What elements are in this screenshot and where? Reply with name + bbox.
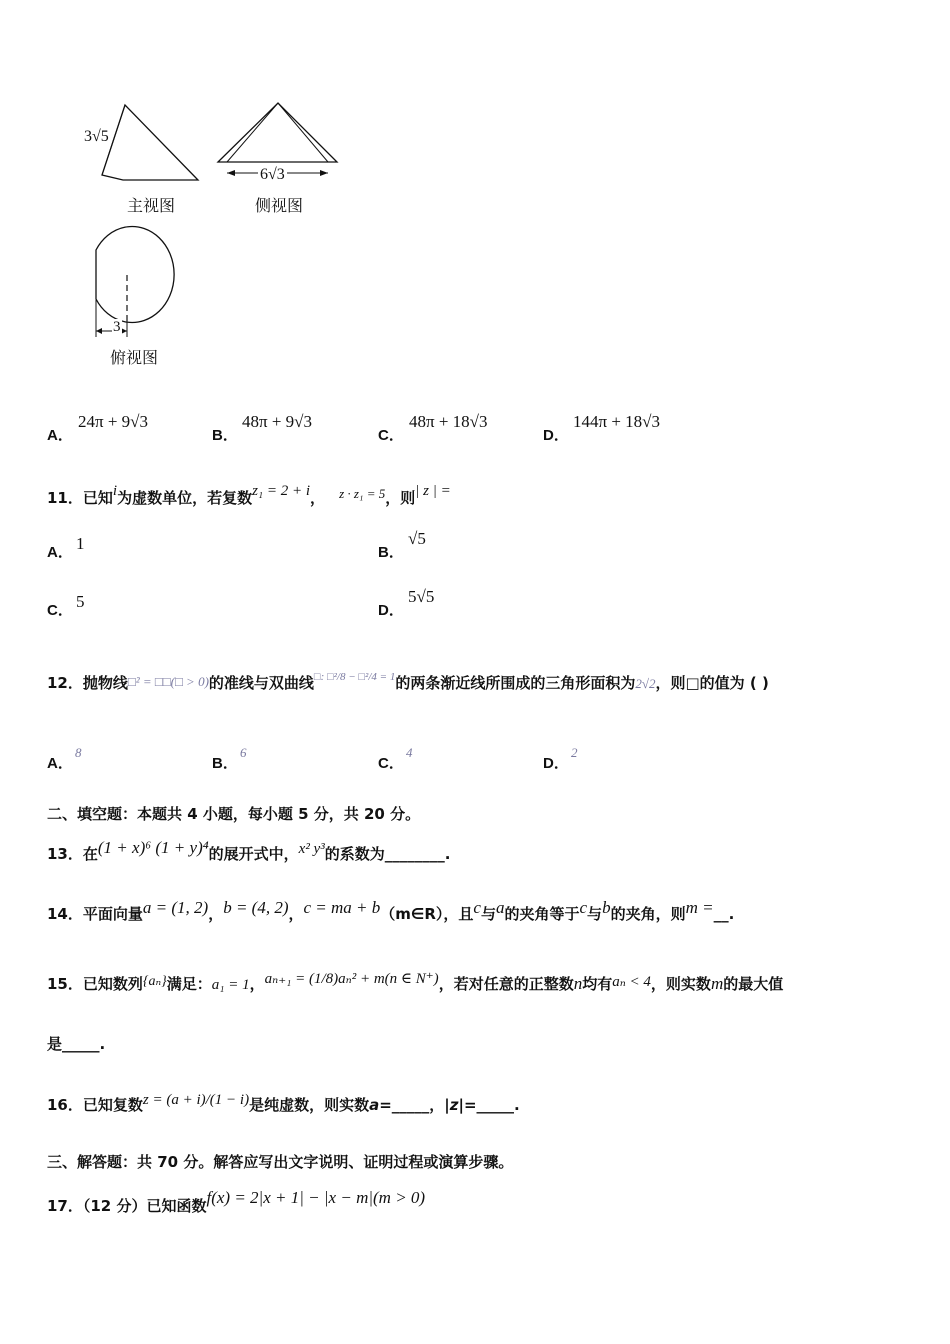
q14-text-9: __.	[713, 905, 735, 923]
q12-text-2: 的准线与双曲线	[208, 674, 314, 692]
q10-option-c[interactable]: C．	[378, 427, 404, 444]
q17-number: 17．	[47, 1197, 83, 1215]
q13-math-1: (1 + x)⁶ (1 + y)⁴	[97, 838, 209, 857]
q11-option-a[interactable]: A．	[47, 544, 73, 561]
q10-option-a-text: 24π + 9√3	[78, 412, 149, 431]
front-view-label: 主视图	[127, 196, 176, 215]
q10-option-d[interactable]: D．	[543, 427, 569, 444]
question-17	[47, 1188, 425, 1216]
q14-text-6: 的夹角等于	[504, 905, 580, 923]
q15-text-6: ，则实数	[650, 975, 711, 993]
q16-math-1: z = (a + i)/(1 − i)	[142, 1092, 250, 1108]
q14-math-2: b = (4, 2)	[223, 898, 289, 917]
q14-math-5: a	[495, 898, 505, 917]
q11-text-1: 已知	[82, 489, 113, 507]
q16-number: 16．	[47, 1096, 83, 1114]
q15-text-7: 的最大值	[723, 975, 784, 993]
q16-text-4: =_____.	[463, 1096, 520, 1114]
q14-text-5: 与	[480, 905, 496, 923]
question-15-continued: 是_____.	[47, 1035, 106, 1053]
q12-number: 12．	[47, 674, 83, 692]
q15-text-3: ，	[249, 975, 265, 993]
q14-text-1: 平面向量	[82, 905, 143, 923]
q17-math-1: f(x) = 2|x + 1| − |x − m|(m > 0)	[206, 1188, 426, 1207]
question-14	[47, 898, 734, 924]
q10-option-a[interactable]: A．	[47, 427, 73, 444]
q14-math-3: c = ma + b	[303, 898, 381, 917]
top-view-figure	[90, 225, 200, 345]
q15-math-1: {aₙ}	[142, 974, 167, 989]
q15-number: 15．	[47, 975, 83, 993]
q13-text-2: 的展开式中，	[208, 845, 299, 863]
top-view-arrow-right	[121, 328, 127, 334]
q15-math-5: aₙ < 4	[612, 974, 651, 990]
front-view-triangle	[102, 105, 198, 180]
question-11	[47, 483, 451, 508]
side-view-label: 侧视图	[255, 196, 304, 215]
q14-math-7: b	[602, 898, 611, 917]
q14-number: 14．	[47, 905, 83, 923]
q11-text-3: ，	[310, 489, 326, 507]
q15-math-4: n	[573, 974, 583, 993]
side-view-arrow-right	[320, 170, 328, 176]
q11-option-b-text: √5	[408, 529, 426, 548]
q14-text-7: 与	[587, 905, 603, 923]
q14-text-2: ，	[208, 905, 224, 923]
q16-text-3: =_____，	[379, 1096, 445, 1114]
q15-text-4: ，若对任意的正整数	[438, 975, 574, 993]
top-view-dimension: 3	[113, 319, 121, 335]
q11-text-2: 为虚数单位，若复数	[117, 489, 253, 507]
q11-option-d-text: 5√5	[408, 587, 435, 606]
side-view-dimension: 6√3	[260, 166, 285, 183]
q12-option-c[interactable]: C．	[378, 755, 404, 772]
q13-number: 13．	[47, 845, 83, 863]
q13-text-1: 在	[82, 845, 98, 863]
q11-text-4: ，则	[385, 489, 416, 507]
top-view-arrow-left	[96, 328, 102, 334]
section-2-heading: 二、填空题：本题共 4 小题，每小题 5 分，共 20 分。	[47, 805, 421, 823]
q12-option-b-text: 6	[240, 745, 247, 760]
q11-math-2: z₁ = 2 + i	[252, 483, 311, 499]
q12-math-2: □: □²/8 − □²/4 = 1	[313, 671, 396, 683]
q10-option-b[interactable]: B．	[212, 427, 238, 444]
q12-text-4: ，则□的值为 ( )	[655, 674, 769, 692]
question-13	[47, 838, 450, 864]
question-15	[47, 969, 783, 994]
q12-text-1: 抛物线	[82, 674, 128, 692]
q10-option-c-text: 48π + 18√3	[409, 412, 488, 431]
q15-text-1: 已知数列	[82, 975, 143, 993]
q12-option-a-text: 8	[75, 745, 82, 760]
q14-math-1: a = (1, 2)	[142, 898, 209, 917]
q12-option-d[interactable]: D．	[543, 755, 569, 772]
q11-math-3: z · z₁ = 5	[339, 486, 386, 501]
q11-number: 11．	[47, 489, 83, 507]
side-view-triangle	[218, 103, 337, 162]
q11-option-c-text: 5	[76, 592, 85, 611]
top-view-label: 俯视图	[110, 348, 159, 367]
q16-text-1: 已知复数	[82, 1096, 143, 1114]
q11-option-a-text: 1	[76, 534, 85, 553]
question-12	[47, 671, 769, 693]
top-view-outline	[96, 227, 174, 323]
q14-text-3: ，	[288, 905, 304, 923]
q13-math-2: x² y³	[298, 841, 325, 857]
q12-text-3: 的两条渐近线所围成的三角形面积为	[395, 674, 636, 692]
q12-option-d-text: 2	[571, 745, 578, 760]
q14-text-4: （m∈R），且	[380, 905, 474, 923]
side-view-inner-right	[278, 103, 328, 162]
q13-text-3: 的系数为________.	[324, 845, 451, 863]
q16-text-2: 是纯虚数，则实数	[249, 1096, 370, 1114]
front-view-dimension: 3√5	[84, 128, 109, 145]
section-3-heading: 三、解答题：共 70 分。解答应写出文字说明、证明过程或演算步骤。	[47, 1153, 514, 1171]
q12-option-a[interactable]: A．	[47, 755, 73, 772]
side-view-inner-left	[227, 103, 278, 162]
q15-text-2: 满足：	[166, 975, 212, 993]
q17-text-1: （12 分）已知函数	[82, 1197, 207, 1215]
q15-math-2: a₁ = 1	[211, 977, 250, 993]
q10-option-d-text: 144π + 18√3	[573, 412, 661, 431]
q16-math-2: a	[369, 1096, 380, 1114]
q14-math-8: m =	[685, 898, 714, 917]
q11-math-4: | z | =	[415, 483, 451, 499]
q15-text-5: 均有	[582, 975, 613, 993]
q14-text-8: 的夹角，则	[610, 905, 686, 923]
q11-option-b[interactable]: B．	[378, 544, 404, 561]
q14-math-6: c	[579, 898, 588, 917]
q15-math-3: aₙ₊₁ = (1/8)aₙ² + m(n ∈ N⁺)	[264, 971, 439, 987]
q16-math-3: |z|	[444, 1096, 464, 1114]
q12-option-b[interactable]: B．	[212, 755, 238, 772]
side-view-arrow-left	[227, 170, 235, 176]
q15-math-6: m	[710, 974, 724, 993]
q12-math-1: □² = □□(□ > 0)	[127, 674, 209, 689]
q14-math-4: c	[473, 898, 481, 917]
q11-option-d[interactable]: D．	[378, 602, 404, 619]
question-16	[47, 1092, 520, 1115]
q11-math-1: i	[112, 483, 118, 499]
q11-option-c[interactable]: C．	[47, 602, 73, 619]
q12-math-3: 2√2	[635, 676, 656, 691]
q12-option-c-text: 4	[406, 745, 413, 760]
q10-option-b-text: 48π + 9√3	[242, 412, 313, 431]
